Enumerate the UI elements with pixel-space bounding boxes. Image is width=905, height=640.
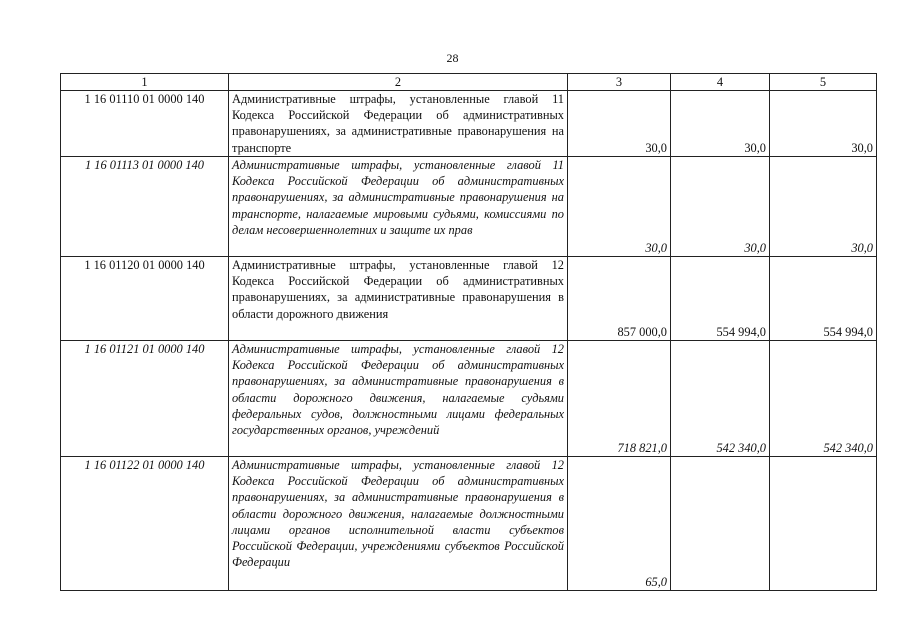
- amount-col5-cell: 30,0: [770, 91, 877, 157]
- header-cell-1: 1: [61, 74, 229, 91]
- description-cell: Административные штрафы, установленные главой 12 Кодекса Российской Федерации об административных правонарушениях, за административные правонарушения в области дорожного движения, налагаемые судьями федеральных судов, должностными лицами федеральных государственных органов, учреждений: [229, 341, 568, 457]
- budget-code-cell: 1 16 01122 01 0000 140: [61, 457, 229, 591]
- amount-col4-cell: 542 340,0: [671, 341, 770, 457]
- budget-table: [60, 73, 877, 591]
- amount-col3-cell: 65,0: [568, 457, 671, 591]
- table-row: [61, 341, 877, 457]
- amount-col4-cell: 30,0: [671, 91, 770, 157]
- table-row: [61, 257, 877, 341]
- amount-col5-cell: 554 994,0: [770, 257, 877, 341]
- header-cell-4: 4: [671, 74, 770, 91]
- budget-code-cell: 1 16 01120 01 0000 140: [61, 257, 229, 341]
- table-row: [61, 91, 877, 157]
- amount-col5-cell: [770, 457, 877, 591]
- amount-col4-cell: 30,0: [671, 157, 770, 257]
- header-cell-5: 5: [770, 74, 877, 91]
- amount-col3-cell: 30,0: [568, 91, 671, 157]
- header-cell-3: 3: [568, 74, 671, 91]
- budget-code-cell: 1 16 01110 01 0000 140: [61, 91, 229, 157]
- page-number: 28: [446, 51, 459, 65]
- description-cell: Административные штрафы, установленные главой 12 Кодекса Российской Федерации об административных правонарушениях, за административные правонарушения в области дорожного движения: [229, 257, 568, 341]
- amount-col4-cell: 554 994,0: [671, 257, 770, 341]
- description-cell: Административные штрафы, установленные главой 11 Кодекса Российской Федерации об административных правонарушениях, за административные правонарушения на транспорте, налагаемые мировыми судьями, комиссиями по делам несовершеннолетних и защите их прав: [229, 157, 568, 257]
- amount-col5-cell: 30,0: [770, 157, 877, 257]
- table-header-row: [61, 74, 877, 91]
- amount-col3-cell: 718 821,0: [568, 341, 671, 457]
- amount-col3-cell: 857 000,0: [568, 257, 671, 341]
- description-cell: Административные штрафы, установленные главой 12 Кодекса Российской Федерации об административных правонарушениях, за административные правонарушения в области дорожного движения, налагаемые должностными лицами органов исполнительной власти субъектов Российской Федерации, учреждениями субъектов Российской Федерации: [229, 457, 568, 591]
- budget-code-cell: 1 16 01113 01 0000 140: [61, 157, 229, 257]
- header-cell-2: 2: [229, 74, 568, 91]
- amount-col5-cell: 542 340,0: [770, 341, 877, 457]
- budget-code-cell: 1 16 01121 01 0000 140: [61, 341, 229, 457]
- table-row: [61, 157, 877, 257]
- description-cell: Административные штрафы, установленные главой 11 Кодекса Российской Федерации об административных правонарушениях, за административные правонарушения на транспорте: [229, 91, 568, 157]
- table-row: [61, 457, 877, 591]
- amount-col3-cell: 30,0: [568, 157, 671, 257]
- amount-col4-cell: [671, 457, 770, 591]
